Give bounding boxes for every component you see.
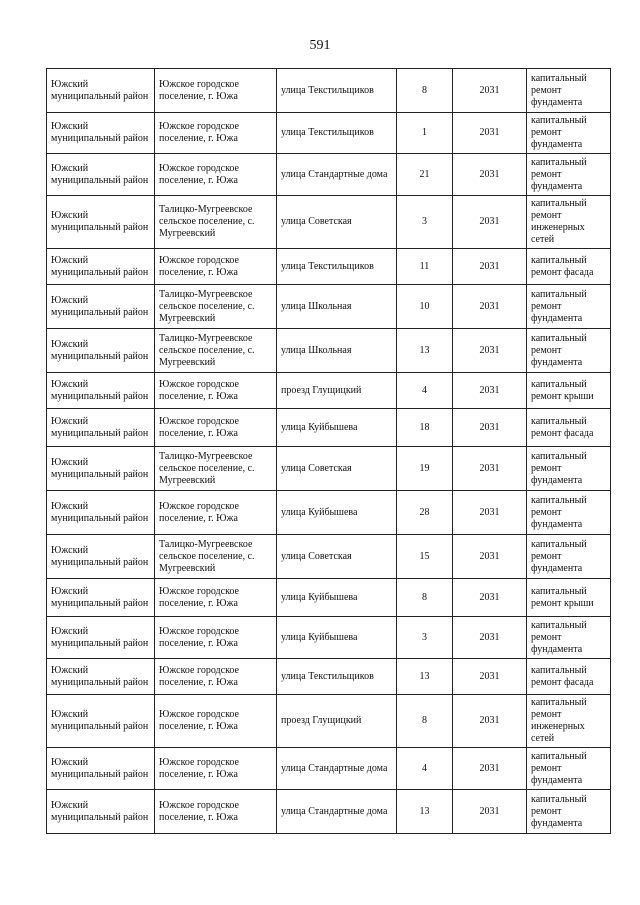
street-cell: проезд Глущицкий <box>277 373 397 409</box>
district-cell: Южский муниципальный район <box>47 695 155 748</box>
table-row <box>47 196 611 249</box>
year-cell: 2031 <box>453 196 527 249</box>
table-row <box>47 329 611 373</box>
settlement-cell: Южское городское поселение, г. Южа <box>155 659 277 695</box>
work-type-cell: капитальный ремонт фундамента <box>527 69 611 113</box>
house-number-cell: 13 <box>397 790 453 834</box>
street-cell: улица Стандартные дома <box>277 154 397 196</box>
district-cell: Южский муниципальный район <box>47 113 155 154</box>
settlement-cell: Южское городское поселение, г. Южа <box>155 695 277 748</box>
house-number-cell: 8 <box>397 69 453 113</box>
street-cell: улица Советская <box>277 447 397 491</box>
house-number-cell: 1 <box>397 113 453 154</box>
work-type-cell: капитальный ремонт фундамента <box>527 285 611 329</box>
table-row <box>47 113 611 154</box>
street-cell: улица Советская <box>277 535 397 579</box>
table-row <box>47 491 611 535</box>
settlement-cell: Южское городское поселение, г. Южа <box>155 249 277 285</box>
work-type-cell: капитальный ремонт фасада <box>527 409 611 447</box>
street-cell: проезд Глущицкий <box>277 695 397 748</box>
table-row <box>47 790 611 834</box>
settlement-cell: Талицко-Мугреевское сельское поселение, с. Мугреевский <box>155 329 277 373</box>
registry-table <box>46 68 611 834</box>
house-number-cell: 15 <box>397 535 453 579</box>
settlement-cell: Южское городское поселение, г. Южа <box>155 790 277 834</box>
house-number-cell: 13 <box>397 329 453 373</box>
year-cell: 2031 <box>453 373 527 409</box>
work-type-cell: капитальный ремонт инженерных сетей <box>527 695 611 748</box>
house-number-cell: 8 <box>397 579 453 617</box>
house-number-cell: 3 <box>397 617 453 659</box>
work-type-cell: капитальный ремонт фундамента <box>527 491 611 535</box>
district-cell: Южский муниципальный район <box>47 409 155 447</box>
work-type-cell: капитальный ремонт фундамента <box>527 447 611 491</box>
settlement-cell: Южское городское поселение, г. Южа <box>155 154 277 196</box>
settlement-cell: Талицко-Мугреевское сельское поселение, с. Мугреевский <box>155 285 277 329</box>
work-type-cell: капитальный ремонт крыши <box>527 579 611 617</box>
district-cell: Южский муниципальный район <box>47 748 155 790</box>
street-cell: улица Куйбышева <box>277 579 397 617</box>
table-row <box>47 535 611 579</box>
house-number-cell: 21 <box>397 154 453 196</box>
registry-body <box>47 69 611 834</box>
year-cell: 2031 <box>453 491 527 535</box>
year-cell: 2031 <box>453 659 527 695</box>
settlement-cell: Южское городское поселение, г. Южа <box>155 69 277 113</box>
house-number-cell: 28 <box>397 491 453 535</box>
table-row <box>47 154 611 196</box>
district-cell: Южский муниципальный район <box>47 285 155 329</box>
year-cell: 2031 <box>453 249 527 285</box>
year-cell: 2031 <box>453 409 527 447</box>
year-cell: 2031 <box>453 748 527 790</box>
work-type-cell: капитальный ремонт фундамента <box>527 113 611 154</box>
street-cell: улица Стандартные дома <box>277 748 397 790</box>
table-row <box>47 373 611 409</box>
work-type-cell: капитальный ремонт фасада <box>527 249 611 285</box>
district-cell: Южский муниципальный район <box>47 249 155 285</box>
street-cell: улица Советская <box>277 196 397 249</box>
settlement-cell: Южское городское поселение, г. Южа <box>155 748 277 790</box>
settlement-cell: Южское городское поселение, г. Южа <box>155 491 277 535</box>
work-type-cell: капитальный ремонт фундамента <box>527 329 611 373</box>
work-type-cell: капитальный ремонт фундамента <box>527 154 611 196</box>
table-row <box>47 409 611 447</box>
street-cell: улица Школьная <box>277 285 397 329</box>
table-row <box>47 748 611 790</box>
house-number-cell: 19 <box>397 447 453 491</box>
street-cell: улица Куйбышева <box>277 409 397 447</box>
table-row <box>47 249 611 285</box>
table-row <box>47 659 611 695</box>
work-type-cell: капитальный ремонт фасада <box>527 659 611 695</box>
house-number-cell: 18 <box>397 409 453 447</box>
settlement-cell: Южское городское поселение, г. Южа <box>155 617 277 659</box>
street-cell: улица Текстильщиков <box>277 249 397 285</box>
district-cell: Южский муниципальный район <box>47 491 155 535</box>
page-number: 591 <box>309 38 331 53</box>
district-cell: Южский муниципальный район <box>47 790 155 834</box>
table-row <box>47 285 611 329</box>
settlement-cell: Талицко-Мугреевское сельское поселение, с. Мугреевский <box>155 447 277 491</box>
district-cell: Южский муниципальный район <box>47 659 155 695</box>
house-number-cell: 10 <box>397 285 453 329</box>
table-row <box>47 447 611 491</box>
settlement-cell: Южское городское поселение, г. Южа <box>155 113 277 154</box>
year-cell: 2031 <box>453 447 527 491</box>
settlement-cell: Южское городское поселение, г. Южа <box>155 409 277 447</box>
work-type-cell: капитальный ремонт крыши <box>527 373 611 409</box>
street-cell: улица Куйбышева <box>277 491 397 535</box>
year-cell: 2031 <box>453 579 527 617</box>
street-cell: улица Школьная <box>277 329 397 373</box>
settlement-cell: Южское городское поселение, г. Южа <box>155 373 277 409</box>
table-row <box>47 579 611 617</box>
settlement-cell: Талицко-Мугреевское сельское поселение, с. Мугреевский <box>155 196 277 249</box>
district-cell: Южский муниципальный район <box>47 579 155 617</box>
work-type-cell: капитальный ремонт инженерных сетей <box>527 196 611 249</box>
street-cell: улица Куйбышева <box>277 617 397 659</box>
district-cell: Южский муниципальный район <box>47 373 155 409</box>
house-number-cell: 13 <box>397 659 453 695</box>
district-cell: Южский муниципальный район <box>47 196 155 249</box>
year-cell: 2031 <box>453 285 527 329</box>
house-number-cell: 4 <box>397 373 453 409</box>
year-cell: 2031 <box>453 695 527 748</box>
table-row <box>47 617 611 659</box>
year-cell: 2031 <box>453 154 527 196</box>
table-row <box>47 69 611 113</box>
work-type-cell: капитальный ремонт фундамента <box>527 617 611 659</box>
district-cell: Южский муниципальный район <box>47 617 155 659</box>
year-cell: 2031 <box>453 113 527 154</box>
work-type-cell: капитальный ремонт фундамента <box>527 748 611 790</box>
table-row <box>47 695 611 748</box>
district-cell: Южский муниципальный район <box>47 329 155 373</box>
street-cell: улица Текстильщиков <box>277 69 397 113</box>
street-cell: улица Текстильщиков <box>277 113 397 154</box>
street-cell: улица Стандартные дома <box>277 790 397 834</box>
settlement-cell: Южское городское поселение, г. Южа <box>155 579 277 617</box>
district-cell: Южский муниципальный район <box>47 447 155 491</box>
year-cell: 2031 <box>453 617 527 659</box>
work-type-cell: капитальный ремонт фундамента <box>527 790 611 834</box>
year-cell: 2031 <box>453 790 527 834</box>
district-cell: Южский муниципальный район <box>47 69 155 113</box>
house-number-cell: 8 <box>397 695 453 748</box>
house-number-cell: 3 <box>397 196 453 249</box>
year-cell: 2031 <box>453 329 527 373</box>
district-cell: Южский муниципальный район <box>47 154 155 196</box>
settlement-cell: Талицко-Мугреевское сельское поселение, с. Мугреевский <box>155 535 277 579</box>
work-type-cell: капитальный ремонт фундамента <box>527 535 611 579</box>
year-cell: 2031 <box>453 69 527 113</box>
house-number-cell: 4 <box>397 748 453 790</box>
year-cell: 2031 <box>453 535 527 579</box>
house-number-cell: 11 <box>397 249 453 285</box>
street-cell: улица Текстильщиков <box>277 659 397 695</box>
district-cell: Южский муниципальный район <box>47 535 155 579</box>
